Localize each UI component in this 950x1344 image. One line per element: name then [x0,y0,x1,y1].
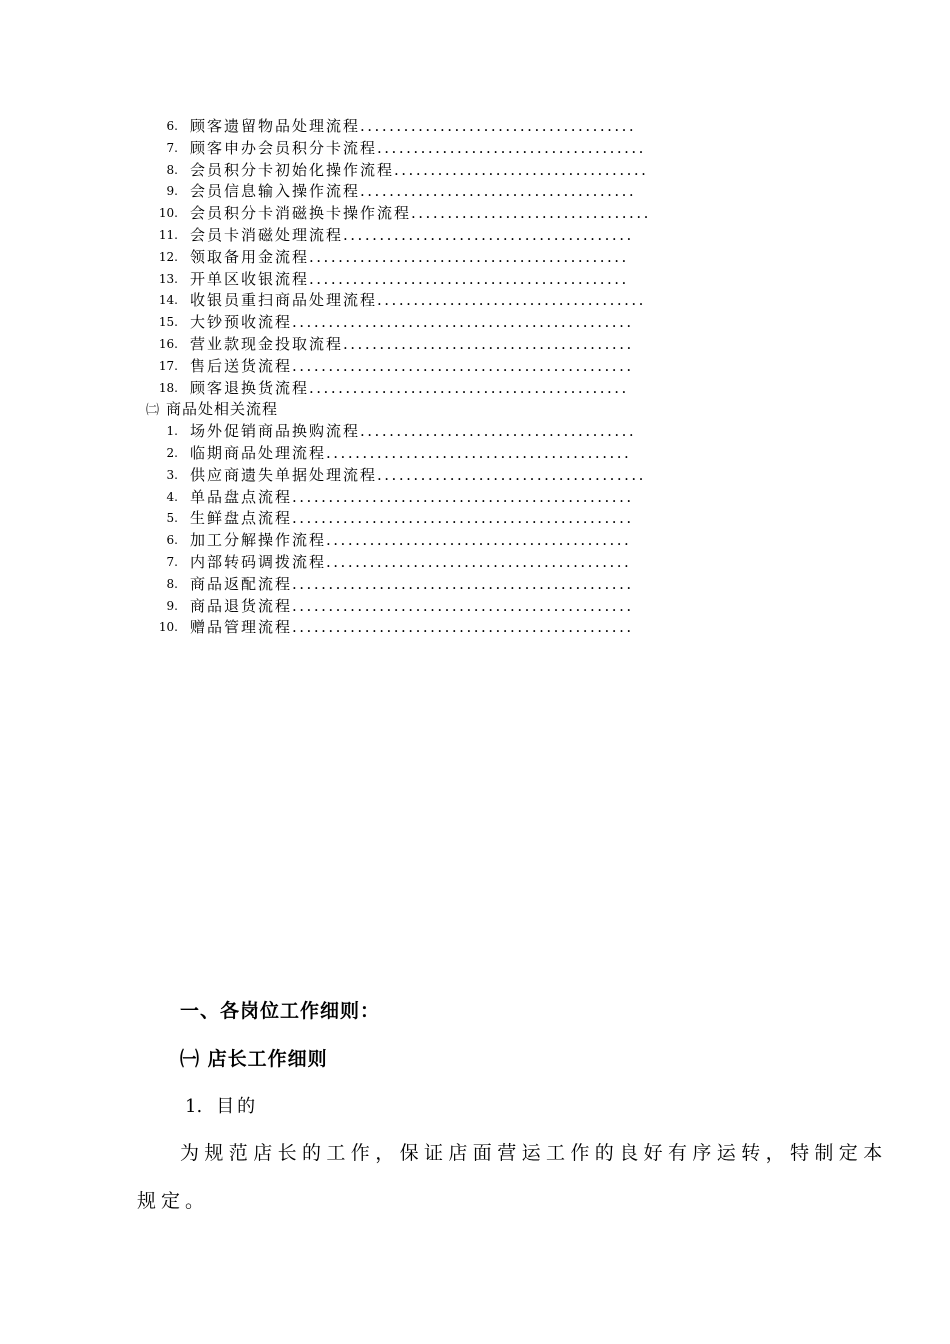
toc-entry-number: 18. [158,380,178,395]
toc-entry-title [190,311,750,333]
toc-entry-title [190,507,750,529]
toc-leader-dots: ........................................ [343,335,634,353]
toc-entry-title [190,180,750,202]
toc-entry-number: 15. [158,315,178,330]
toc-entry-number: 4. [166,489,178,504]
toc-entry-text: 会员信息输入操作流程 [190,182,361,201]
toc-entry-title [190,268,750,290]
toc-entry [0,551,950,573]
toc-leader-dots: ..................................... [377,291,646,310]
toc-entry-number: 11. [158,228,178,242]
toc-entry-title [190,159,750,181]
toc-entry-number: 14. [158,293,178,308]
toc-entry-number: 13. [158,271,178,286]
toc-entry-text: 开单区收银流程 [190,269,310,288]
toc-leader-dots: ................................... [394,160,649,179]
toc-entry [0,289,950,311]
toc-entry-text: 临期商品处理流程 [190,444,327,462]
toc-leader-dots: .......................................... [326,553,632,571]
item-heading [185,1092,258,1118]
toc-entry-number: 10. [158,206,178,221]
toc-entry-text: 商品退货流程 [190,596,293,615]
toc-entry-number: 6. [166,119,178,133]
toc-entry [0,420,950,442]
toc-leader-dots: ............................................... [292,618,634,637]
toc-entry-number: 2. [166,446,178,460]
toc-entry-text: 收银员重扫商品处理流程 [190,291,378,310]
toc-entry-text: 供应商遗失单据处理流程 [190,465,378,484]
toc-entry [0,377,950,399]
item-title: 目的 [216,1096,259,1117]
toc-leader-dots: ............................................... [292,509,634,528]
toc-leader-dots: ............................................ [309,247,629,266]
toc-entry [0,333,950,355]
toc-section-title: 商品处相关流程 [166,400,279,419]
toc-entry [0,595,950,617]
toc-leader-dots: ............................................... [292,356,634,375]
toc-entry-title [190,355,750,377]
toc-entry [0,180,950,202]
toc-entry-text: 会员积分卡消磁换卡操作流程 [190,204,412,223]
toc-entry-number: 7. [166,555,178,569]
toc-section-marker: ㈡ [146,403,161,419]
toc-entry-title [190,246,750,268]
toc-entry [0,159,950,181]
toc-leader-dots: .......................................... [326,444,632,462]
toc-entry [0,224,950,246]
toc-entry-number: 8. [166,576,178,591]
toc-entry-text: 赠品管理流程 [190,618,293,637]
toc-entry [0,355,950,377]
toc-entry-text: 加工分解操作流程 [190,531,327,550]
toc-entry [0,311,950,333]
toc-entry [0,246,950,268]
toc-entry-text: 单品盘点流程 [190,487,293,506]
toc-entry-text: 顾客申办会员积分卡流程 [190,138,378,157]
toc-entry-title [190,529,750,551]
toc-leader-dots: ............................................... [292,487,634,506]
toc-entry-title [190,377,750,399]
subsection-heading: ㈠ 店长工作细则 [180,1048,328,1070]
toc-entry-number: 12. [158,249,178,264]
toc-entry-title [190,442,750,464]
toc-entry [0,268,950,290]
toc-entry-title [190,616,750,638]
toc-entry-number: 10. [158,620,178,635]
toc-entry-title [190,224,750,246]
toc-entry-title [190,115,750,137]
toc-entry-number: 9. [166,598,178,613]
toc-leader-dots: ............................................ [309,269,629,288]
toc-entry-title [190,464,750,486]
paragraph-line-2: 规定。 [137,1190,210,1212]
toc-entry [0,507,950,529]
toc-entry-title [190,289,750,311]
toc-entry-number: 5. [166,511,178,526]
toc-entry [0,616,950,638]
toc-entry [0,486,950,508]
paragraph-line-1: 为规范店长的工作，保证店面营运工作的良好有序运转，特制定本 [180,1142,888,1164]
toc-entry-number: 9. [166,184,178,199]
toc-leader-dots: ...................................... [360,182,637,201]
toc-leader-dots: ...................................... [360,422,637,441]
toc-entry-number: 6. [166,533,178,548]
toc-entry-text: 生鲜盘点流程 [190,509,293,528]
toc-entry-title [190,333,750,355]
toc-entry-title [190,420,750,442]
toc-entry [0,529,950,551]
toc-entry-text: 售后送货流程 [190,356,293,375]
item-number: 1. [185,1096,203,1117]
toc-entry-text: 会员卡消磁处理流程 [190,226,344,244]
toc-entry-number: 16. [158,337,178,351]
toc-entry-number: 8. [166,162,178,177]
toc-entry-title [190,486,750,508]
toc-entry-text: 顾客退换货流程 [190,378,310,397]
toc-entry-text: 会员积分卡初始化操作流程 [190,160,395,179]
toc-entry [0,573,950,595]
toc-leader-dots: ............................................... [292,596,634,615]
toc-entry-text: 营业款现金投取流程 [190,335,344,353]
toc-entry-text: 商品返配流程 [190,574,293,593]
toc-entry-text: 顾客遗留物品处理流程 [190,117,361,135]
toc-entry-text: 大钞预收流程 [190,313,293,332]
toc-leader-dots: ............................................... [292,313,634,332]
toc-entry [0,464,950,486]
toc-entry-title [190,202,750,224]
toc-entry-number: 1. [166,424,178,439]
toc-leader-dots: ............................................ [309,378,629,397]
toc-entry-title [190,137,750,159]
toc-leader-dots: ..................................... [377,138,646,157]
toc-leader-dots: ........................................ [343,226,634,244]
toc-entry-title [190,551,750,573]
toc-entry-text: 内部转码调拨流程 [190,553,327,571]
section-heading: 一、各岗位工作细则： [180,1000,381,1022]
toc-entry-number: 3. [166,467,178,482]
toc-leader-dots: ...................................... [360,117,637,135]
toc-entry [0,137,950,159]
toc-entry-title [190,595,750,617]
toc-section-heading [146,398,278,422]
toc-entry [0,115,950,137]
toc-entry [0,442,950,464]
toc-entry-number: 17. [158,358,178,373]
toc-leader-dots: .......................................... [326,531,632,550]
toc-leader-dots: ............................................... [292,574,634,593]
toc-entry [0,202,950,224]
toc-entry-text: 场外促销商品换购流程 [190,422,361,441]
toc-leader-dots: ................................. [411,204,651,223]
toc-entry-title [190,573,750,595]
toc-entry-number: 7. [166,140,178,155]
toc-leader-dots: ..................................... [377,465,646,484]
toc-entry-text: 领取备用金流程 [190,247,310,266]
